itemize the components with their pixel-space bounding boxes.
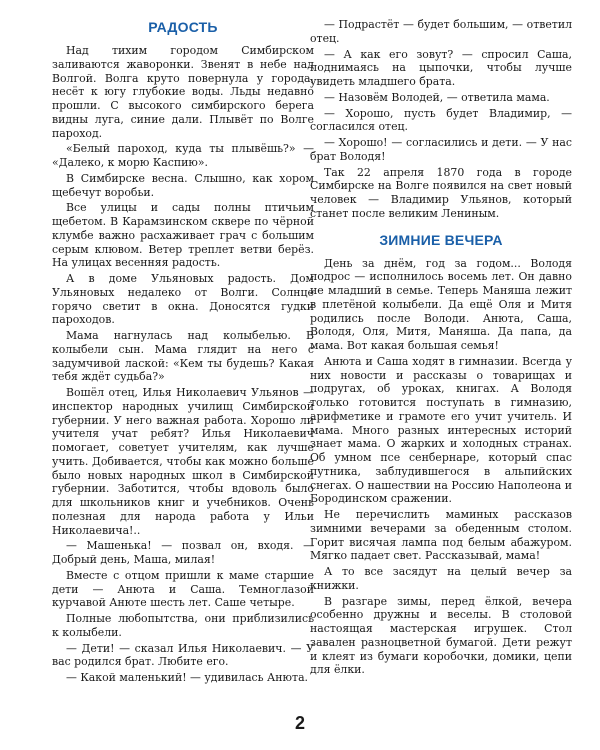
- paragraph: Вместе с отцом пришли к маме старшие дети — Анюта и Саша. Темноглазой курчавой Анюте шесть лет. Саше четыре.: [52, 568, 314, 610]
- page-number: 2: [294, 713, 305, 733]
- paragraph: — Хорошо, пусть будет Владимир, — согласился отец.: [310, 106, 572, 134]
- right-column: [310, 18, 572, 679]
- paragraph: Полные любопытства, они приблизились к колыбели.: [52, 612, 314, 639]
- paragraph: — Машенька! — позвал он, входя. — Добрый день, Маша, милая!: [52, 539, 314, 566]
- paragraph: В Симбирске весна. Слышно, как хором щебечут воробьи.: [52, 171, 314, 199]
- paragraph: — Хорошо! — согласились и дети. — У нас брат Володя!: [310, 136, 572, 163]
- paragraph: Анюта и Саша ходят в гимназии. Всегда у них новости и рассказы о товарищах и подругах, об уроках, книгах. А Володя только готовится поступать в гимназию, арифметике и грамоте его учит учитель. И мама. Много разных интересных историй знает мама. О жарких и холодных странах. Об умном псе сенбернаре, который спас путника, заблудившегося в альпийских снегах. О нашествии на Россию Наполеона и Бородинском сражении.: [310, 354, 572, 506]
- paragraph: — Какой маленький! — удивилась Анюта.: [66, 671, 309, 684]
- paragraph: «Белый пароход, куда ты плывёшь?» — «Далеко, к морю Каспию».: [52, 142, 314, 169]
- paragraph: — Дети! — сказал Илья Николаевич. — У вас родился брат. Любите его.: [52, 641, 314, 669]
- paragraph: В разгаре зимы, перед ёлкой, вечера особенно дружны и веселы. В столовой настоящая мастерская игрушек. Стол завален разноцветной бумагой. Дети режут и клеят из бумаги коробочки, домики, цепи для ёлки.: [310, 594, 572, 677]
- paragraph: Над тихим городом Симбирском заливаются жаворонки. Звенят в небе над Волгой. Волга круто повернула у города, несёт к югу глубокие воды. Льды недавно прошли. С высокого симбирского берега видны луга, синие дали. Плывёт по Волге пароход.: [52, 44, 314, 140]
- paragraph: День за днём, год за годом... Володя подрос — исполнилось восемь лет. Он давно не младший в семье. Теперь Маняша лежит в плетёной колыбели. Да ещё Оля и Митя родились после Володи. Анюта, Саша, Володя, Оля, Митя, Маняша. Да папа, да мама. Вот какая большая семья!: [310, 256, 572, 352]
- paragraph: Все улицы и сады полны птичьим щебетом. В Карамзинском сквере по чёрной клумбе важно расхаживает грач с большим серым клювом. Ветер треплет ветви берёз. На улицах весенняя радость.: [52, 201, 314, 270]
- paragraph: Так 22 апреля 1870 года в городе Симбирске на Волге появился на свет новый человек — Владимир Ульянов, который станет после великим Лениным.: [310, 165, 572, 220]
- paragraph: — Назовём Володей, — ответила мама.: [324, 90, 550, 104]
- paragraph: Вошёл отец, Илья Николаевич Ульянов — инспектор народных училищ Симбирской губернии. У него важная работа. Хорошо ли учителя учат ребят? Илья Николаевич помогает, советует учителям, как лучше учить. Добивается, чтобы как можно больше было новых народных школ в Симбирской губернии. Заботится, чтобы вдоволь было для школьников книг и учебников. Очень полезная для народа работа у Ильи Николаевича!..: [52, 386, 314, 537]
- paragraph-continued: — Подрастёт — будет большим, — ответил отец.: [310, 18, 572, 45]
- chapter-title-radost: РАДОСТЬ: [148, 19, 218, 35]
- paragraph: Не перечислить маминых рассказов зимними вечерами за обеденным столом. Горит висячая лампа под белым абажуром. Мягко падает свет. Рассказывай, мама!: [310, 508, 572, 563]
- paragraph: А в доме Ульяновых радость. Дом Ульяновых недалеко от Волги. Солнце горячо светит в окна. Доносятся гудки пароходов.: [52, 272, 314, 327]
- chapter-title-zimnie-vechera: ЗИМНИЕ ВЕЧЕРА: [379, 231, 503, 248]
- paragraph: Мама нагнулась над колыбелью. В колыбели сын. Мама глядит на него с задумчивой лаской: «Кем ты будешь? Какая тебя ждёт судьба?»: [52, 329, 314, 384]
- left-column: [52, 18, 314, 687]
- paragraph: А то все засядут на целый вечер за книжки.: [310, 565, 572, 592]
- paragraph: — А как его зовут? — спросил Саша, поднимаясь на цыпочки, чтобы лучше увидеть младшего брата.: [310, 47, 572, 88]
